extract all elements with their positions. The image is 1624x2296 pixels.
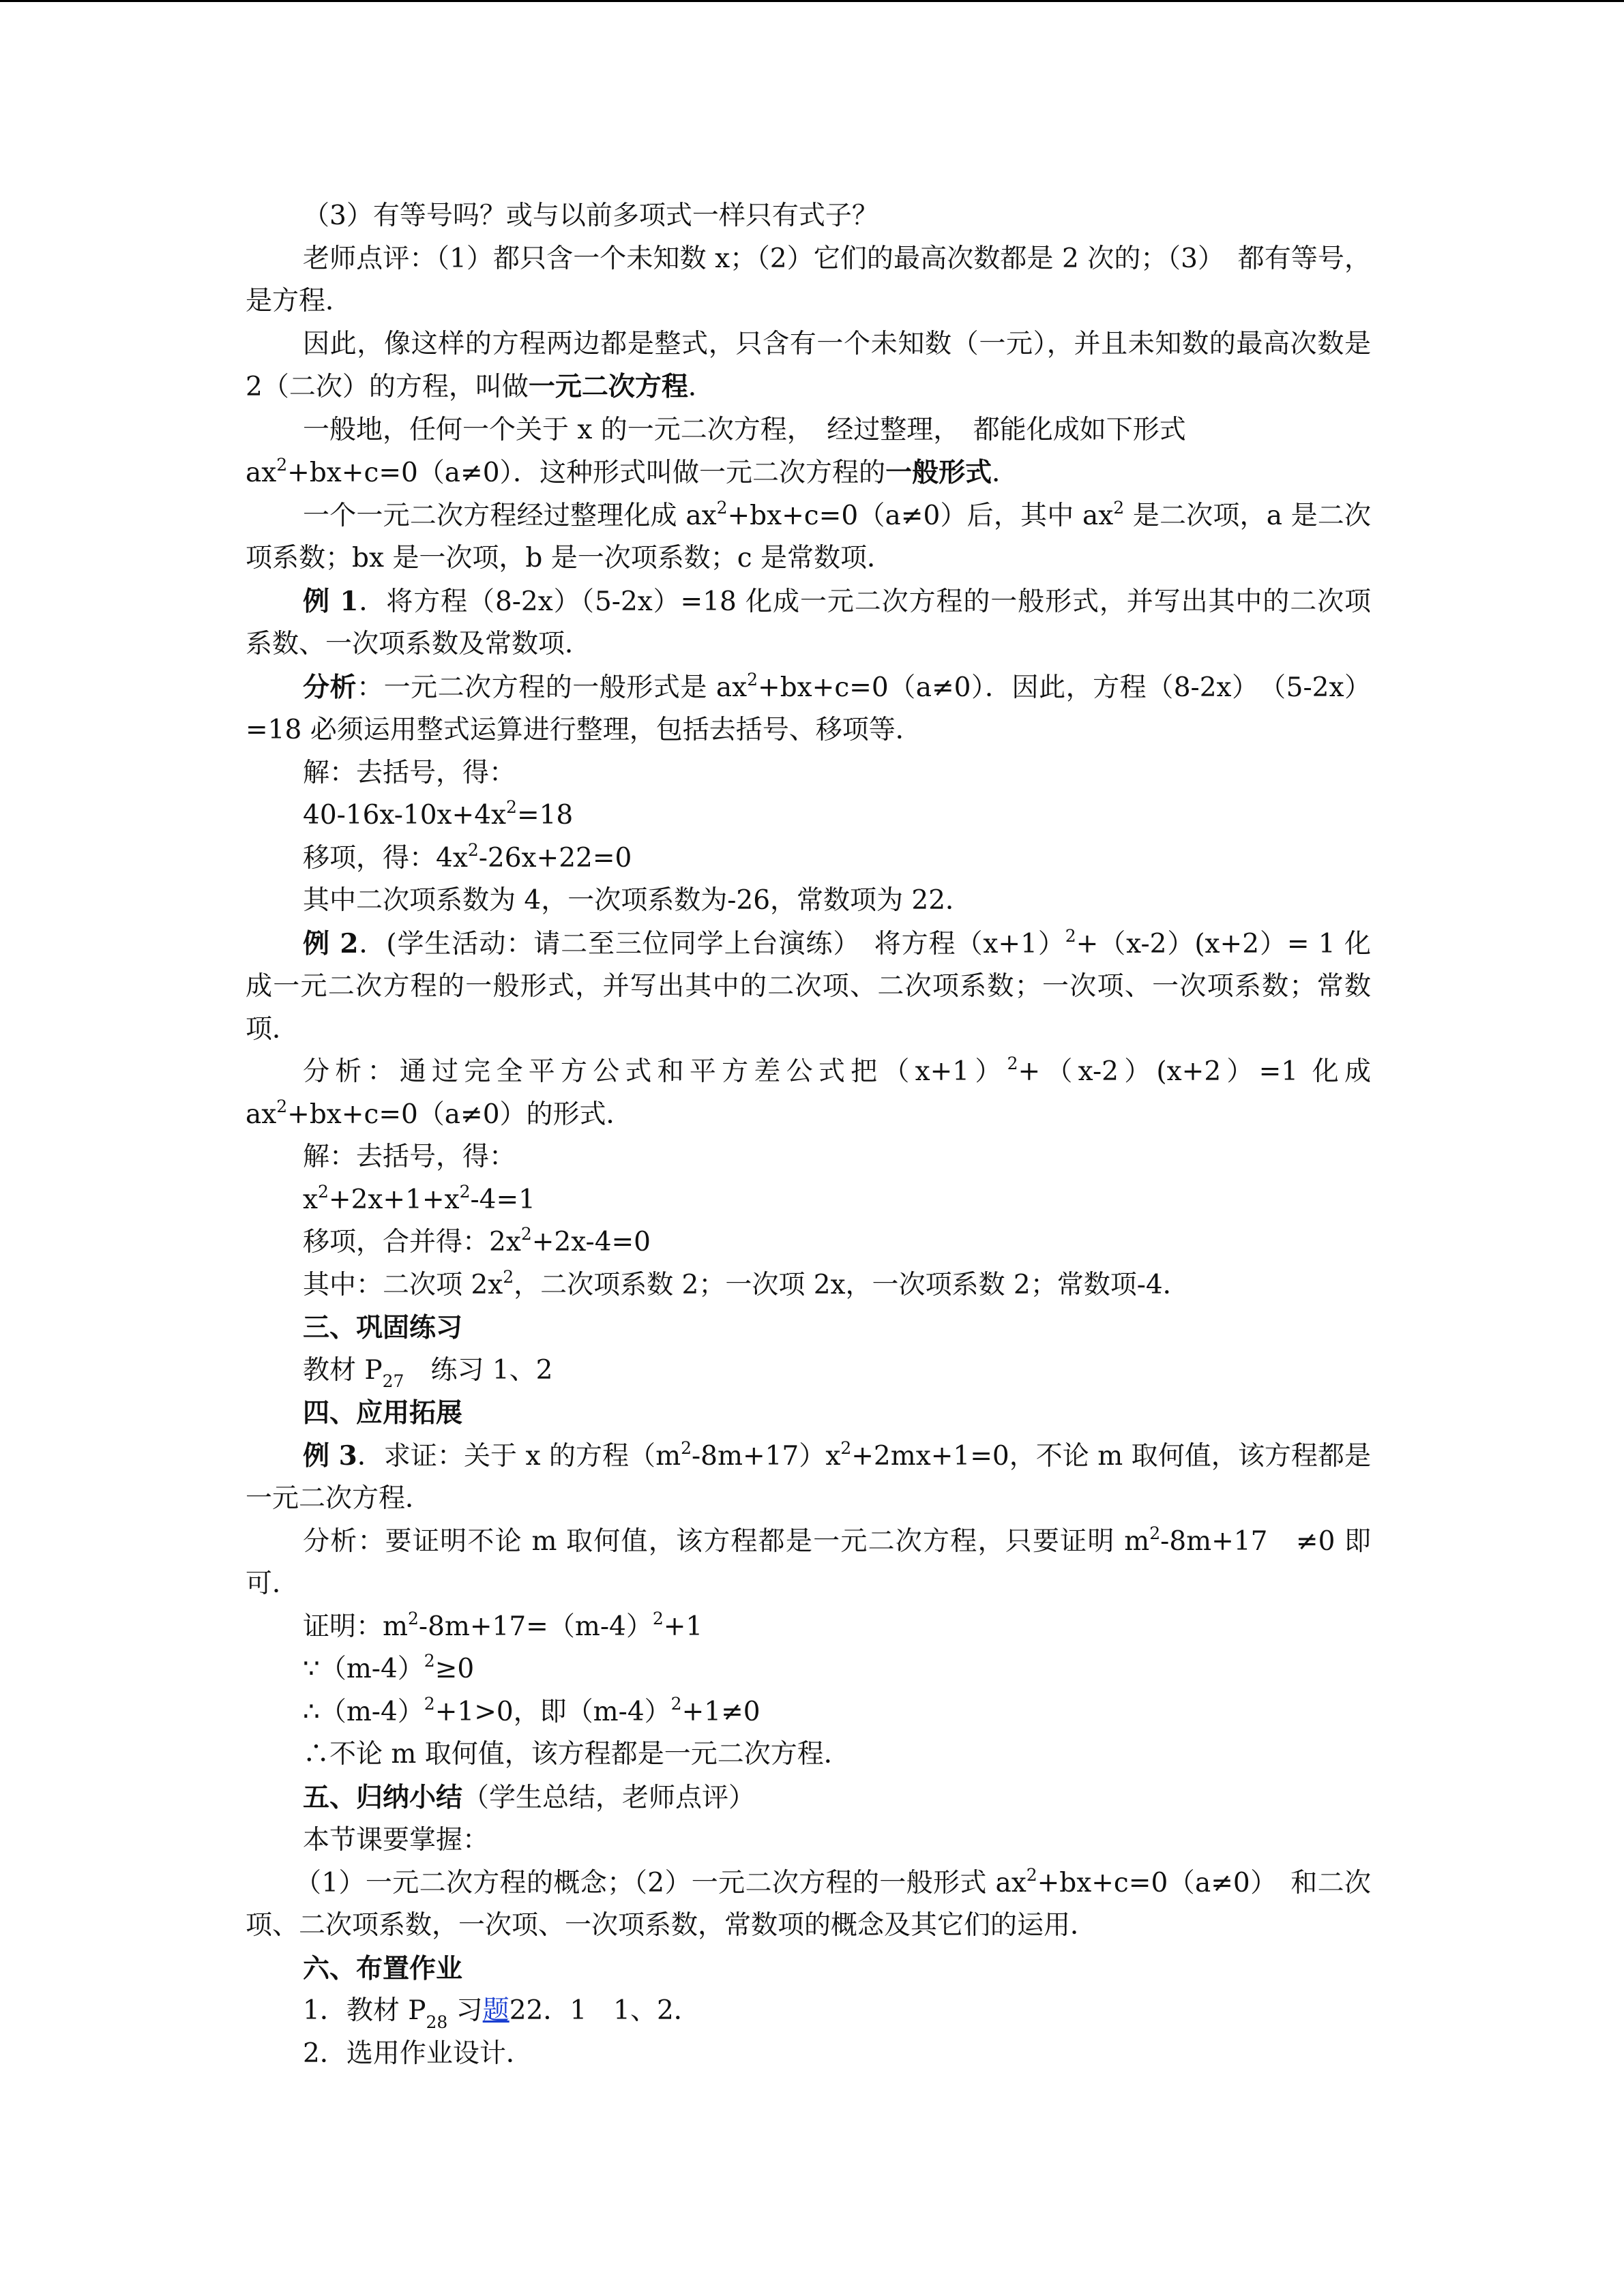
definition-text: 因此，像这样的方程两边都是整式，只含有一个未知数（一元），并且未知数的最高次数是 2（二次）的方程，叫做 bbox=[246, 328, 1371, 402]
terms-paragraph: 一个一元二次方程经过整理化成 $ax^2+bx+c=0(a\ne 0)$后，其中 $ax^2$ 是二次项，a 是二次项系数；bx 是一次项，b 是一次项系数；c 是常数项． bbox=[246, 497, 1371, 573]
page-top-border bbox=[0, 0, 1624, 2]
teacher-comment-text: 老师点评：（1）都只含一个未知数 x；（2）它们的最高次数都是 2 次的；（3） 都有等号，是方程． bbox=[246, 243, 1371, 316]
solution-2-line-3: 移项，合并得：$2x^2+2x-4=0$ bbox=[303, 1224, 651, 1257]
proof-line-1: 证明：$m^2-8m+17=(m-4)^2+1$ bbox=[303, 1608, 703, 1642]
example-2-label: 例 2 bbox=[303, 927, 359, 959]
definition-paragraph: 因此，像这样的方程两边都是整式，只含有一个未知数（一元），并且未知数的最高次数是 2（二次）的方程，叫做一元二次方程． bbox=[246, 328, 1371, 402]
section-5-heading: 五、归纳小结（学生总结，老师点评） bbox=[303, 1781, 756, 1813]
solution-1-line-4: 其中二次项系数为 4，一次项系数为-26，常数项为 22． bbox=[303, 885, 973, 916]
question-3-text: （3）有等号吗？或与以前多项式一样只有式子？ bbox=[303, 200, 879, 231]
term-quadratic-equation: 一元二次方程 bbox=[528, 371, 688, 402]
homework-1: 1．教材 $P_{28}$ 习题22．1 1、2． bbox=[303, 1995, 700, 2032]
solution-1-line-2: $40-16x-10x+4x^2=18$ bbox=[303, 797, 574, 831]
solution-1-line-3: 移项，得：$4x^2-26x+22=0$ bbox=[303, 839, 632, 874]
section-3-exercise: 教材 $P_{27}$ 练习 1、2 bbox=[303, 1354, 553, 1392]
example-2: 例 2．(学生活动：请二至三位同学上台演练） 将方程$(x+1)^2+(x-2)(x+2)= 1$ 化成一元二次方程的一般形式，并写出其中的二次项、二次项系数；一次项、一次项系数；常数项． bbox=[246, 925, 1372, 1045]
solution-1-line-1: 解：去括号，得： bbox=[303, 757, 516, 788]
analysis-2: 分析：通过完全平方公式和平方差公式把$(x+1)^2+(x-2)(x+2)=1$ 化成 $ax^2+bx+c=0(a\ne 0)$的形式． bbox=[246, 1054, 1371, 1130]
section-3-heading: 三、巩固练习 bbox=[303, 1312, 463, 1343]
analysis-1-label: 分析 bbox=[303, 671, 357, 703]
example-3-label: 例 3 bbox=[303, 1440, 357, 1472]
section-6-heading: 六、布置作业 bbox=[303, 1952, 463, 1984]
example-1-text: ．将方程（8-2x）（5-2x）=18 化成一元二次方程的一般形式，并写出其中的二次项系数、一次项系数及常数项． bbox=[246, 586, 1371, 659]
proof-line-4: ∴不论 m 取何值，该方程都是一元二次方程． bbox=[303, 1739, 851, 1770]
term-general-form: 一般形式 bbox=[885, 457, 992, 488]
general-form-paragraph: 一般地，任何一个关于 x 的一元二次方程， 经过整理， 都能化成如下形式 $ax^2+bx+c=0(a\ne 0)$．这种形式叫做一元二次方程的一般形式． bbox=[246, 414, 1186, 488]
example-3: 例 3．求证：关于 x 的方程$(m^2-8m+17)x^2+2mx+1=0$，不论 m 取何值，该方程都是一元二次方程． bbox=[246, 1437, 1371, 1514]
homework-link[interactable]: 题 bbox=[482, 1995, 510, 2026]
teacher-comment bbox=[246, 238, 1371, 323]
solution-2-line-2: $x^2+2x+1+x^2-4=1$ bbox=[303, 1181, 535, 1215]
section-5-intro: 本节课要掌握： bbox=[303, 1825, 490, 1855]
document-body bbox=[246, 195, 1371, 2075]
example-1 bbox=[246, 580, 1371, 666]
section-5-note: （学生总结，老师点评） bbox=[462, 1782, 756, 1813]
analysis-1: 分析：一元二次方程的一般形式是 $ax^2+bx+c=0(a\ne 0)$．因此，方程（8-2x） （5-2x）=18 必须运用整式运算进行整理，包括去括号、移项等． bbox=[246, 669, 1371, 745]
example-1-label: 例 1 bbox=[303, 585, 359, 617]
proof-line-2: $\because(m-4)^2\ge 0$ bbox=[303, 1651, 475, 1684]
section-4-heading: 四、应用拓展 bbox=[303, 1397, 463, 1429]
solution-2-line-4: 其中：二次项 $2x^2$，二次项系数 2；一次项 2x，一次项系数 2；常数项-4． bbox=[303, 1266, 1190, 1300]
proof-line-3: $\therefore(m-4)^2+1>0$，即$(m-4)^2+1\ne 0$ bbox=[303, 1693, 761, 1727]
question-3 bbox=[246, 195, 1371, 238]
solution-2-line-1: 解：去括号，得： bbox=[303, 1142, 516, 1172]
summary-paragraph: （1）一元二次方程的概念；（2）一元二次方程的一般形式 $ax^2+bx+c=0(a\ne 0)$ 和二次项、二次项系数，一次项、一次项系数，常数项的概念及其它们的运用． bbox=[246, 1864, 1371, 1941]
homework-2: 2．选用作业设计． bbox=[303, 2038, 533, 2069]
analysis-3: 分析：要证明不论 m 取何值，该方程都是一元二次方程，只要证明 $m^2-8m+17$ ≠0 即可． bbox=[246, 1523, 1372, 1599]
general-form-intro: 一般地，任何一个关于 x 的一元二次方程， 经过整理， 都能化成如下形式 bbox=[303, 414, 1186, 445]
